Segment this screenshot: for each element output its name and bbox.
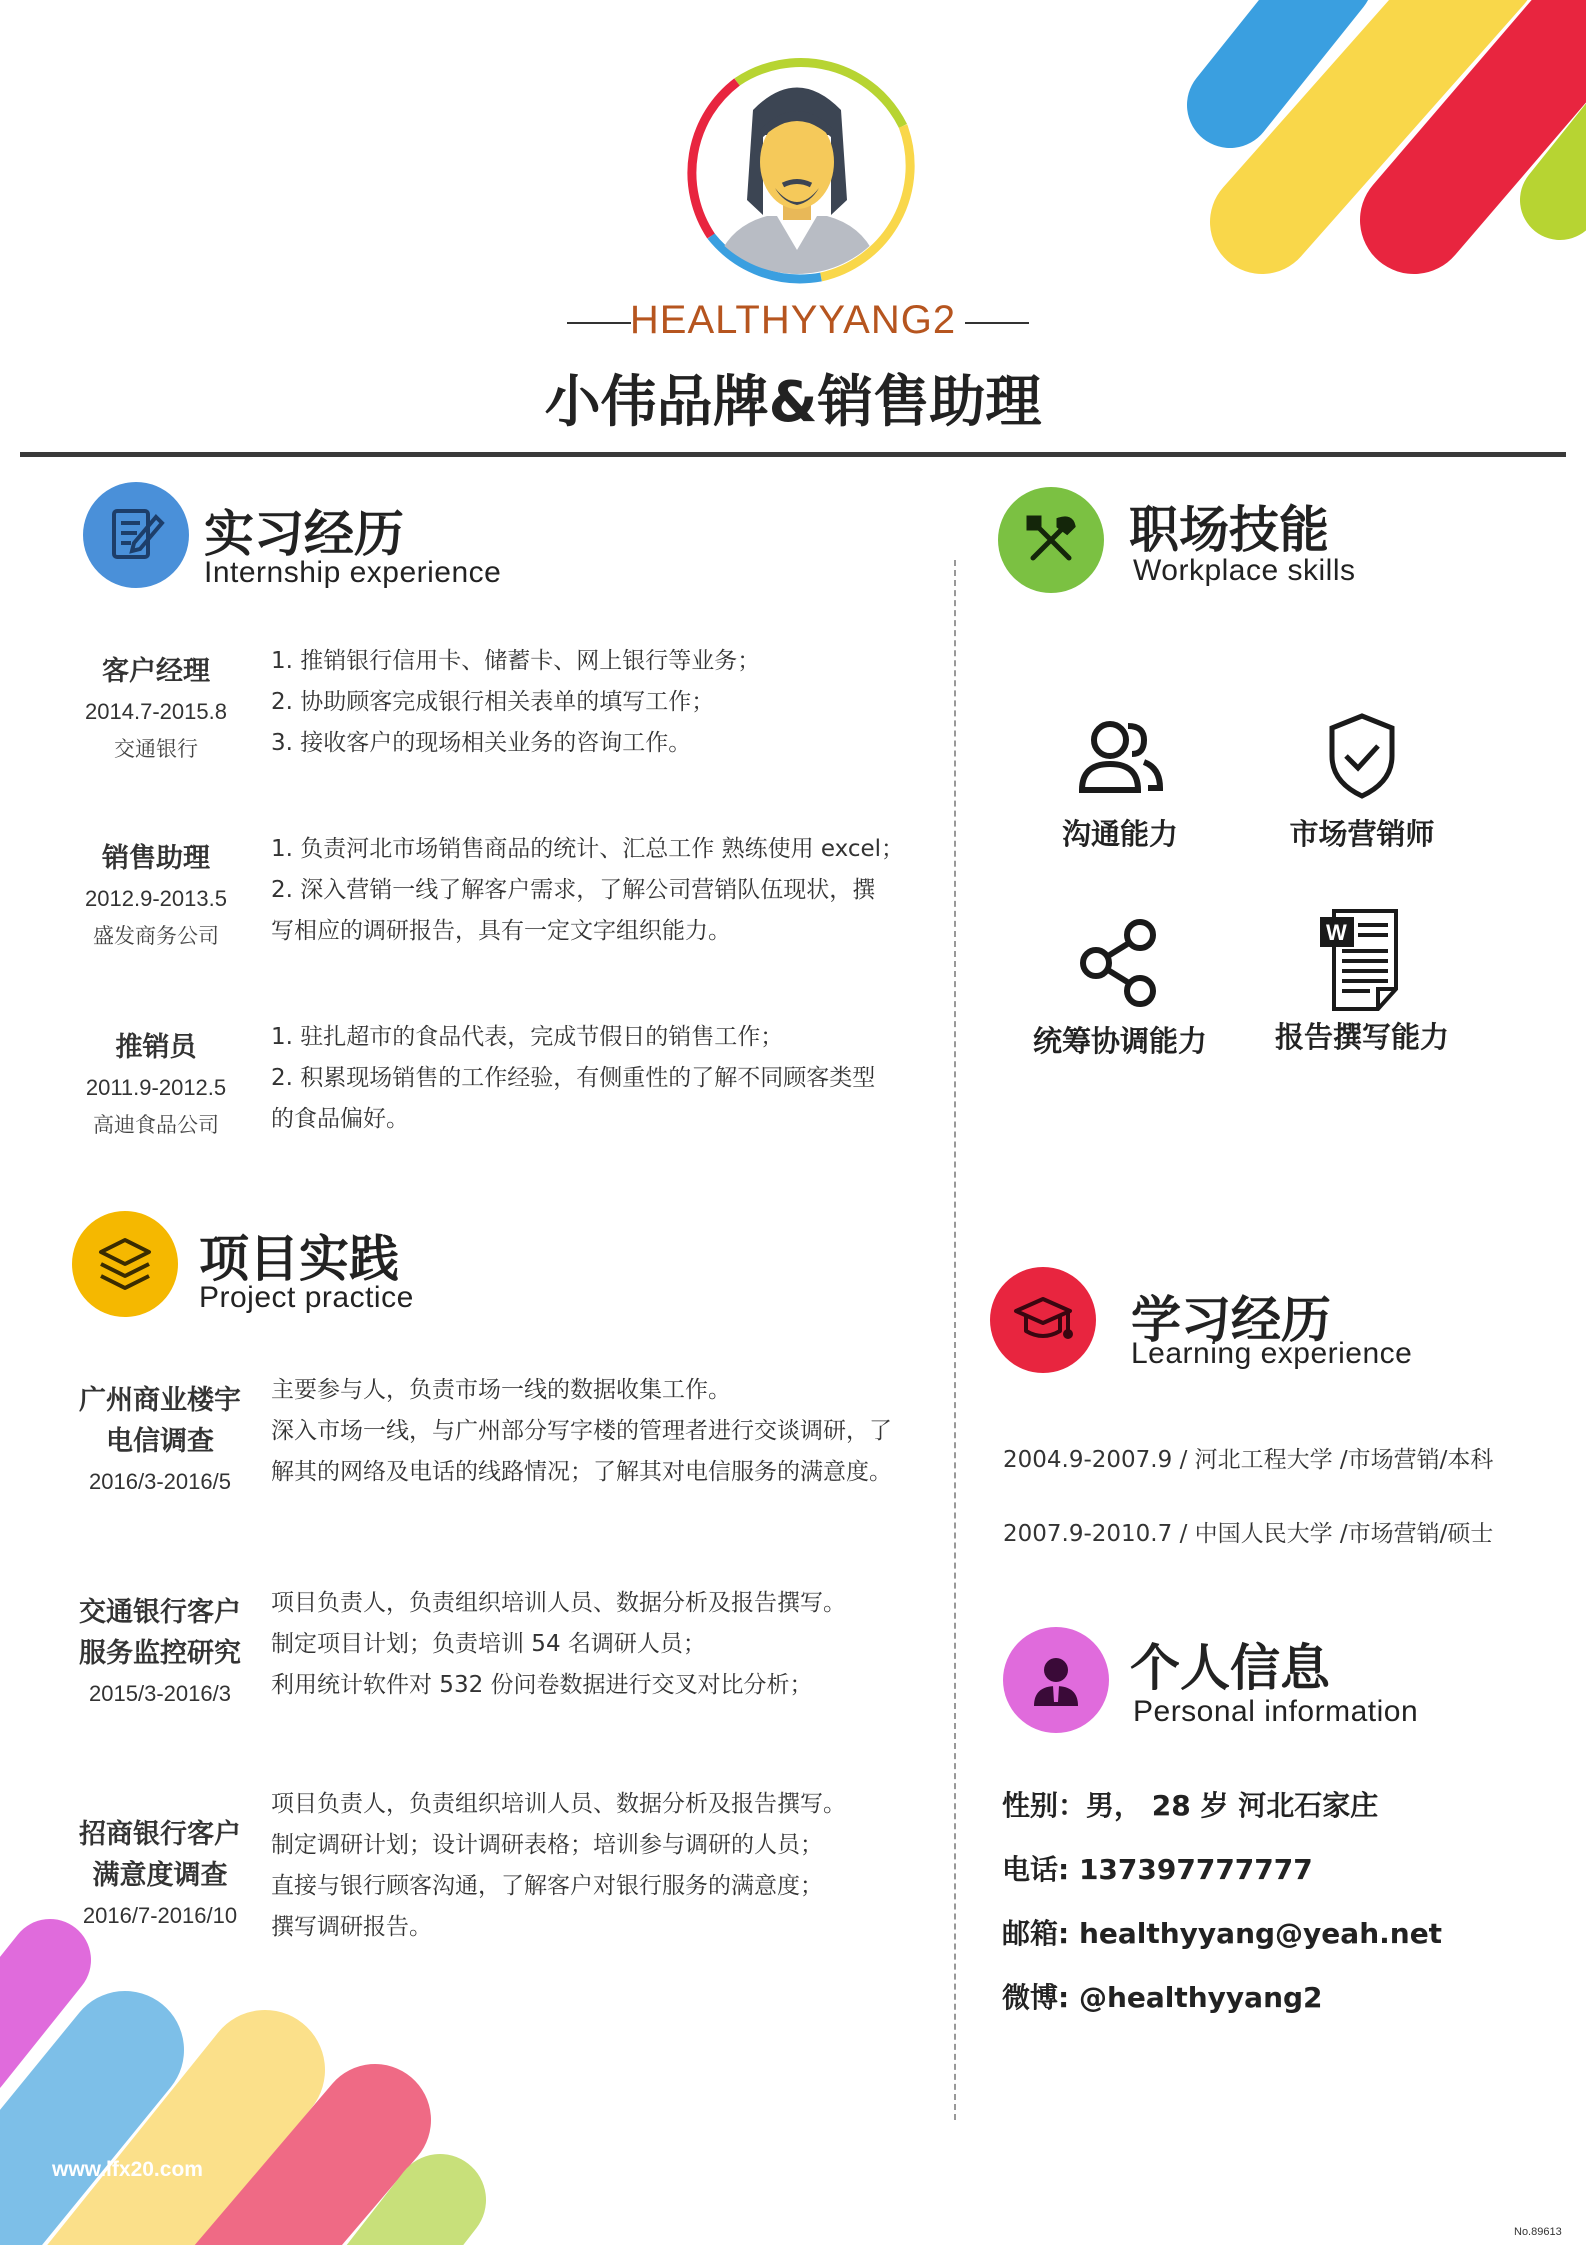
shield-check-icon [1314,708,1410,804]
stripe-yellow-top [1262,0,1485,222]
project-entry-left [70,1814,250,1935]
entry-line: 写相应的调研报告，具有一定文字组织能力。 [271,918,731,944]
personal-info-line: 微博: @healthyyang2 [1002,1981,1323,2014]
entry-line: 深入市场一线，与广州部分写字楼的管理者进行交谈调研，了 [271,1418,892,1444]
entry-line: 2. 积累现场销售的工作经验，有侧重性的了解不同顾客类型 [271,1065,876,1091]
skill-item [1000,915,1240,1060]
internship-entry-left [66,651,246,767]
entry-date: 2016/7-2016/10 [82,1903,238,1928]
entry-line: 制定调研计划；设计调研表格；培训参与调研的人员； [271,1832,823,1858]
entry-line: 1. 负责河北市场销售商品的统计、汇总工作 熟练使用 excel； [271,836,905,862]
skill-item [1242,708,1482,853]
entry-organization: 盛发商务公司 [93,924,219,948]
entry-date: 2012.9-2013.5 [85,886,227,911]
internship-entry-details [271,641,931,764]
entry-role: 销售助理 [102,843,210,874]
entry-line: 1. 驻扎超市的食品代表，完成节假日的销售工作； [271,1024,784,1050]
entry-line: 3. 接收客户的现场相关业务的咨询工作。 [271,730,692,756]
education-entry: 2004.9-2007.9 / 河北工程大学 /市场营销/本科 [1003,1447,1494,1473]
word-document-icon [1312,905,1412,1015]
section-title-personal: 个人信息 [1130,1639,1330,1697]
entry-organization: 交通银行 [114,737,198,761]
project-name: 满意度调查 [92,1860,228,1891]
stripe-blue-bottom [0,2050,125,2240]
project-name: 交通银行客户 [79,1597,241,1628]
section-subtitle-education: Learning experience [1131,1337,1413,1370]
stripe-red-top [1414,0,1586,220]
education-entry: 2007.9-2010.7 / 中国人民大学 /市场营销/硕士 [1003,1521,1494,1547]
person-icon [1003,1627,1109,1733]
entry-line: 的食品偏好。 [271,1106,409,1132]
name-rule-right [965,322,1029,324]
layers-icon [72,1211,178,1317]
entry-line: 主要参与人，负责市场一线的数据收集工作。 [271,1377,731,1403]
skill-label: 报告撰写能力 [1274,1020,1449,1054]
skill-label: 市场营销师 [1289,817,1435,851]
stripe-red-bottom [230,2120,375,2245]
watermark-text: www.lfx20.com [52,2158,203,2181]
project-name: 服务监控研究 [79,1638,241,1669]
entry-line: 直接与银行顾客沟通，了解客户对银行服务的满意度； [271,1873,823,1899]
internship-entry-details [271,1017,931,1140]
entry-role: 推销员 [115,1032,197,1063]
section-subtitle-internship: Internship experience [204,556,502,589]
entry-line: 利用统计软件对 532 份问卷数据进行交叉对比分析； [271,1672,813,1698]
project-entry-left [70,1380,250,1501]
stripe-green-bottom [370,2200,440,2245]
skill-label: 统筹协调能力 [1032,1024,1207,1058]
project-entry-details [271,1784,931,1948]
project-entry-left [70,1592,250,1713]
entry-line: 2. 深入营销一线了解客户需求，了解公司营销队伍现状，撰 [271,877,876,903]
stripe-pink-bottom [0,1960,50,2060]
personal-info-line: 电话: 137397777777 [1002,1853,1313,1886]
users-icon [1072,708,1168,804]
entry-line: 解其的网络及电话的线路情况；了解其对电信服务的满意度。 [271,1459,892,1485]
column-divider [954,560,956,2120]
stripe-green-top [1560,50,1586,200]
project-name: 电信调查 [106,1426,214,1457]
svg-text:W: W [1326,920,1347,945]
entry-date: 2016/3-2016/5 [89,1469,231,1494]
entry-organization: 高迪食品公司 [93,1113,219,1137]
entry-role: 客户经理 [102,656,210,687]
edit-note-icon [83,482,189,588]
skill-item [1242,905,1482,1056]
internship-entry-details [271,829,931,952]
job-title: 小伟品牌&销售助理 [544,370,1042,435]
entry-date: 2011.9-2012.5 [85,1075,227,1100]
internship-entry-left [66,838,246,954]
entry-line: 项目负责人，负责组织培训人员、数据分析及报告撰写。 [271,1791,846,1817]
entry-line: 撰写调研报告。 [271,1914,432,1940]
tools-icon [998,487,1104,593]
section-title-skills: 职场技能 [1129,501,1329,559]
entry-line: 2. 协助顾客完成银行相关表单的填写工作； [271,689,715,715]
entry-line: 制定项目计划；负责培训 54 名调研人员； [271,1631,706,1657]
share-icon [1072,915,1168,1011]
skill-label: 沟通能力 [1061,817,1178,851]
entry-date: 2014.7-2015.8 [85,699,227,724]
avatar [671,40,923,292]
project-entry-details [271,1370,931,1493]
entry-line: 1. 推销银行信用卡、储蓄卡、网上银行等业务； [271,648,761,674]
section-subtitle-projects: Project practice [199,1281,414,1314]
entry-date: 2015/3-2016/3 [89,1681,231,1706]
skill-item [1000,708,1240,853]
stripe-blue-top [1230,0,1330,105]
project-entry-details [271,1583,931,1706]
document-number: No.89613 [1514,2226,1562,2238]
section-title-education: 学习经历 [1131,1291,1331,1349]
section-title-projects: 项目实践 [199,1230,399,1288]
internship-entry-left [66,1027,246,1143]
english-name: HEALTHYYANG2 [629,298,957,342]
section-subtitle-personal: Personal information [1133,1695,1419,1728]
personal-info-line: 邮箱: healthyyang@yeah.net [1002,1917,1443,1950]
section-title-internship: 实习经历 [204,505,404,563]
project-name: 招商银行客户 [79,1819,241,1850]
header-divider [20,452,1566,457]
graduation-cap-icon [990,1267,1096,1373]
personal-info-line: 性别：男， 28 岁 河北石家庄 [1002,1789,1379,1822]
entry-line: 项目负责人，负责组织培训人员、数据分析及报告撰写。 [271,1590,846,1616]
section-subtitle-skills: Workplace skills [1133,554,1356,587]
project-name: 广州商业楼宇 [79,1385,241,1416]
